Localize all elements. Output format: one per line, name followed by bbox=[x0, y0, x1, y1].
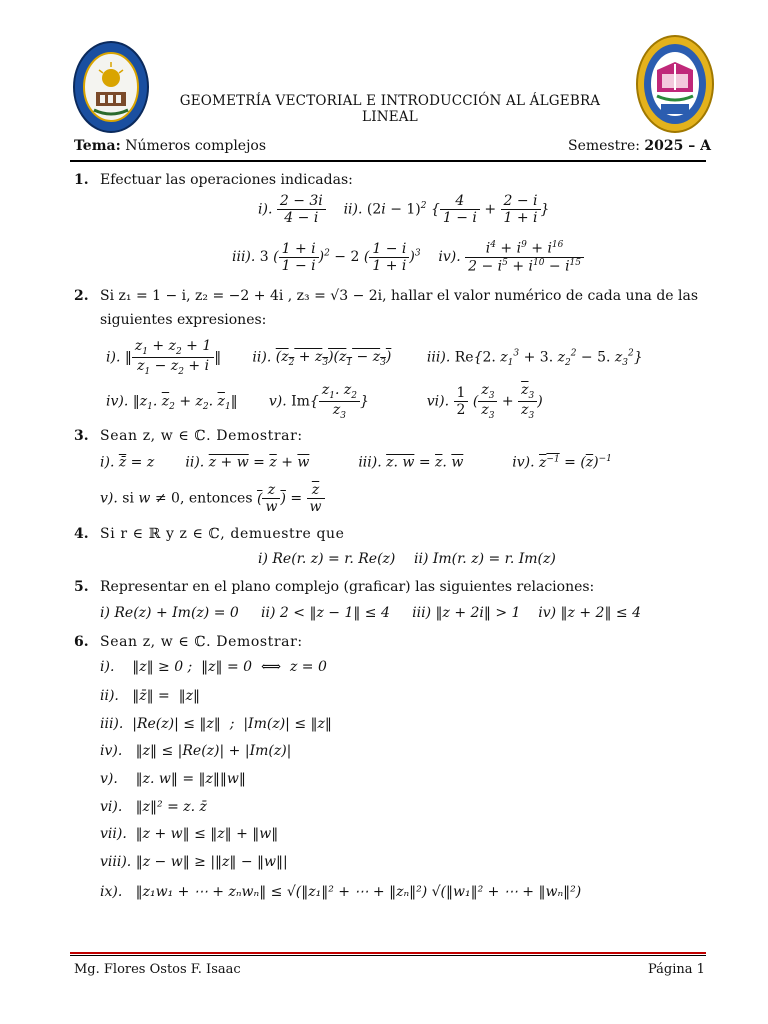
problem-6-item-i: i). ‖z‖ ≥ 0 ; ‖z‖ = 0 ⟺ z = 0 bbox=[100, 659, 327, 675]
course-title: GEOMETRÍA VECTORIAL E INTRODUCCIÓN AL ÁLGEBRA LINEAL bbox=[179, 93, 601, 125]
problem-5-statement: Representar en el plano complejo (graficar) las siguientes relaciones: bbox=[100, 579, 595, 595]
problem-3-number: 3. bbox=[74, 428, 89, 444]
problem-3-statement: Sean z, w ∈ ℂ. Demostrar: bbox=[100, 428, 303, 444]
problem-6-item-v: v). ‖z. w‖ = ‖z‖‖w‖ bbox=[100, 771, 246, 787]
problem-6-item-viii: viii). ‖z − w‖ ≥ |‖z‖ − ‖w‖| bbox=[100, 854, 288, 870]
problem-1-number: 1. bbox=[74, 172, 89, 188]
problem-2-row-2: iv). $‖z_1$. $\overline{z}_2 + z_2$. $\overline{z}_1‖$ v). Im{ $\frac{z_1. z_2}{z_3}$ } vi). $\frac{1}{2}$ ( $\frac{z_3}{\overline{z}_3}$ + $\frac{\overline{z}_3}{z_3}$ ) bbox=[106, 382, 543, 421]
problem-6-item-ii: ii). ‖z̄‖ = ‖z‖ bbox=[100, 688, 201, 704]
topic: Tema: Números complejos bbox=[74, 138, 267, 154]
footer-author: Mg. Flores Ostos F. Isaac bbox=[74, 962, 241, 977]
problem-2-statement-a: Si z₁ = 1 − i, z₂ = −2 + 4i , z₃ = √3 − 2i, hallar el valor numérico de cada una de las bbox=[100, 288, 699, 304]
problem-1-statement: Efectuar las operaciones indicadas: bbox=[100, 172, 353, 188]
problem-1-row-2: iii). 3 ( $\frac{1 + i}{1 - i}$ )$^2$ − 2 ( $\frac{1 - i}{1 + i}$ )$^3$ iv). $\frac{i^4 + i^9 + i^{16}}{2 - i^5 + i^{10} - i^{15}}$ bbox=[232, 240, 584, 274]
footer-rule-red bbox=[70, 952, 706, 954]
problem-3-row-2: v). si w ≠ 0, entonces ( $\frac{z}{w}$ ) = $\frac{\overline{z}}{w}$ bbox=[100, 482, 325, 515]
footer-rule-black bbox=[70, 955, 706, 956]
semester: Semestre: 2025 – A bbox=[568, 138, 711, 154]
problem-5-items: i) Re(z) + Im(z) = 0 ii) 2 < ‖z − 1‖ ≤ 4 iii) ‖z + 2i‖ > 1 iv) ‖z + 2‖ ≤ 4 bbox=[100, 605, 641, 621]
problem-5-number: 5. bbox=[74, 579, 89, 595]
problem-6-item-iv: iv). ‖z‖ ≤ |Re(z)| + |Im(z)| bbox=[100, 743, 292, 759]
problem-2-statement-b: siguientes expresiones: bbox=[100, 312, 267, 328]
problem-4-item-i: i) Re(r. z) = r. Re(z) bbox=[258, 551, 396, 567]
problem-6-statement: Sean z, w ∈ ℂ. Demostrar: bbox=[100, 634, 303, 650]
problem-4-item-ii: ii) Im(r. z) = r. Im(z) bbox=[414, 551, 556, 567]
problem-6-item-ix: ix). ‖z₁w₁ + ⋯ + zₙwₙ‖ ≤ √(‖z₁‖² + ⋯ + ‖zₙ‖²) √(‖w₁‖² + ⋯ + ‖wₙ‖²) bbox=[100, 884, 582, 900]
problem-6-item-iii: iii). |Re(z)| ≤ ‖z‖ ; |Im(z)| ≤ ‖z‖ bbox=[100, 716, 332, 732]
problem-6-item-vi: vi). ‖z‖² = z. z̄ bbox=[100, 799, 207, 815]
problem-6-number: 6. bbox=[74, 634, 89, 650]
problem-2-row-1: i). ‖ $\frac{z_1 + z_2 + 1}{z_1 - z_2 + i}$ ‖ ii). $(z_2 + z_3)(z_1 - z_3)$ iii). Re{2. $z_1^3 + 3$. $z_2^2 - 5$. $z_3^2$} bbox=[106, 338, 643, 377]
problem-4-statement: Si r ∈ ℝ y z ∈ ℂ, demuestre que bbox=[100, 526, 345, 542]
footer-page-number: Página 1 bbox=[648, 962, 705, 977]
problem-4-number: 4. bbox=[74, 526, 89, 542]
problem-1-row-1: i). $\frac{2 - 3i}{4 - i}$ ii). $(2i - 1)^2$ { $\frac{4}{1 - i}$ + $\frac{2 - i}{1 + i}$ } bbox=[258, 193, 550, 226]
header-rule bbox=[70, 160, 706, 162]
problem-2-number: 2. bbox=[74, 288, 89, 304]
problem-3-row-1: i). z̄ = z ii). $z + w = \overline{z} + \overline{w}$ iii). z. $w = \overline{z}$. $\overline{w}$ iv). $z^{-1} = (\overline{z})^{-1}$ bbox=[100, 454, 612, 471]
problem-6-item-vii: vii). ‖z + w‖ ≤ ‖z‖ + ‖w‖ bbox=[100, 826, 279, 842]
